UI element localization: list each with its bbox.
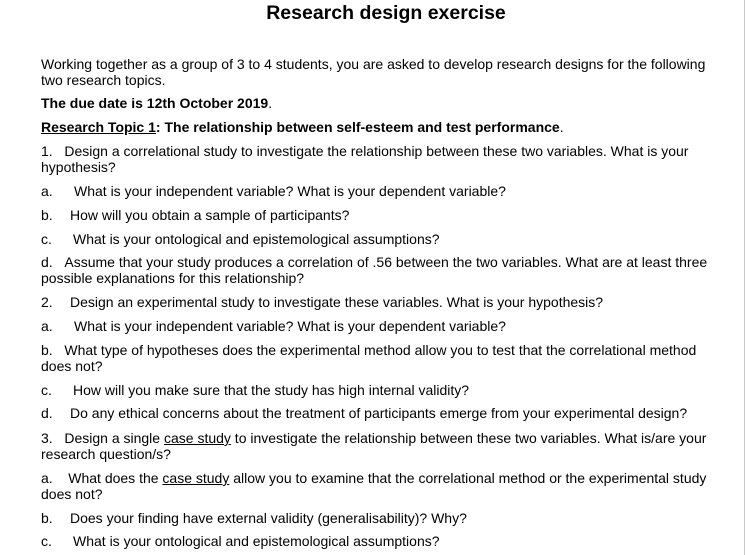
- due-date-line: [41, 95, 726, 111]
- question-2: [41, 294, 726, 310]
- question-2d: [41, 405, 741, 421]
- question-1: [41, 143, 726, 175]
- q2c-text: How will you make sure that the study has high internal validity?: [73, 382, 470, 398]
- q1b-letter: b.: [41, 207, 53, 223]
- question-2a: [41, 318, 726, 334]
- research-topic-heading: [41, 119, 726, 135]
- q3c-letter: c.: [41, 533, 52, 549]
- q1d-text: Assume that your study produces a correlation of .56 between the two variables. What are at least three possible explanations for this relationship?: [41, 254, 708, 286]
- q3-text-pre: Design a single: [64, 430, 164, 446]
- q2-number: 2.: [41, 294, 53, 310]
- q3a-text-pre: What does the: [68, 470, 163, 486]
- question-3a: [41, 470, 726, 502]
- topic-colon: :: [155, 119, 165, 135]
- q1-text: Design a correlational study to investigate the relationship between these two variables. What is your hypothesis?: [41, 143, 689, 175]
- q3-text-post: to investigate the relationship between these two variables. What is/are your research question/s?: [41, 430, 707, 462]
- q1d-letter: d.: [41, 254, 53, 270]
- q2d-letter: d.: [41, 405, 53, 421]
- question-2c: [41, 382, 726, 398]
- question-1a: [41, 183, 726, 199]
- topic-period: .: [559, 119, 564, 135]
- q1c-text: What is your ontological and epistemological assumptions?: [73, 231, 440, 247]
- question-1c: [41, 231, 726, 247]
- q2-text: Design an experimental study to investigate these variables. What is your hypothesis?: [70, 294, 604, 310]
- q2a-letter: a.: [41, 318, 53, 334]
- q3b-text: Does your finding have external validity (generalisability)? Why?: [70, 510, 467, 526]
- q3c-text: What is your ontological and epistemological assumptions?: [73, 533, 440, 549]
- intro-paragraph: Working together as a group of 3 to 4 students, you are asked to develop research designs for the following two research topics.: [41, 56, 706, 88]
- q2b-text: What type of hypotheses does the experimental method allow you to test that the correlational method does not?: [41, 342, 697, 374]
- q1a-text: What is your independent variable? What is your dependent variable?: [74, 183, 506, 199]
- q1c-letter: c.: [41, 231, 52, 247]
- question-3c: [41, 533, 726, 549]
- question-1b: [41, 207, 726, 223]
- due-date-text: The due date is 12th October 2019: [41, 95, 269, 111]
- due-date-period: .: [268, 95, 273, 111]
- q3b-letter: b.: [41, 510, 53, 526]
- question-3: [41, 430, 726, 462]
- q2c-letter: c.: [41, 382, 52, 398]
- question-2b: [41, 342, 726, 374]
- q2a-text: What is your independent variable? What is your dependent variable?: [74, 318, 506, 334]
- q1-number: 1.: [41, 143, 53, 159]
- q3a-text-post: allow you to examine that the correlational method or the experimental study does not?: [41, 470, 707, 502]
- q1a-letter: a.: [41, 183, 53, 199]
- q2d-text: Do any ethical concerns about the treatment of participants emerge from your experimental design?: [70, 405, 688, 421]
- q3-number: 3.: [41, 430, 53, 446]
- question-3b: [41, 510, 726, 526]
- topic-title: The relationship between self-esteem and test performance: [164, 119, 560, 135]
- document-title: Research design exercise: [266, 2, 506, 24]
- case-study-link-2: case study: [162, 470, 230, 486]
- q3a-letter: a.: [41, 470, 53, 486]
- topic-label: Research Topic 1: [41, 119, 156, 135]
- q2b-letter: b.: [41, 342, 53, 358]
- question-1d: [41, 254, 726, 286]
- q1b-text: How will you obtain a sample of participants?: [70, 207, 350, 223]
- case-study-link: case study: [163, 430, 231, 446]
